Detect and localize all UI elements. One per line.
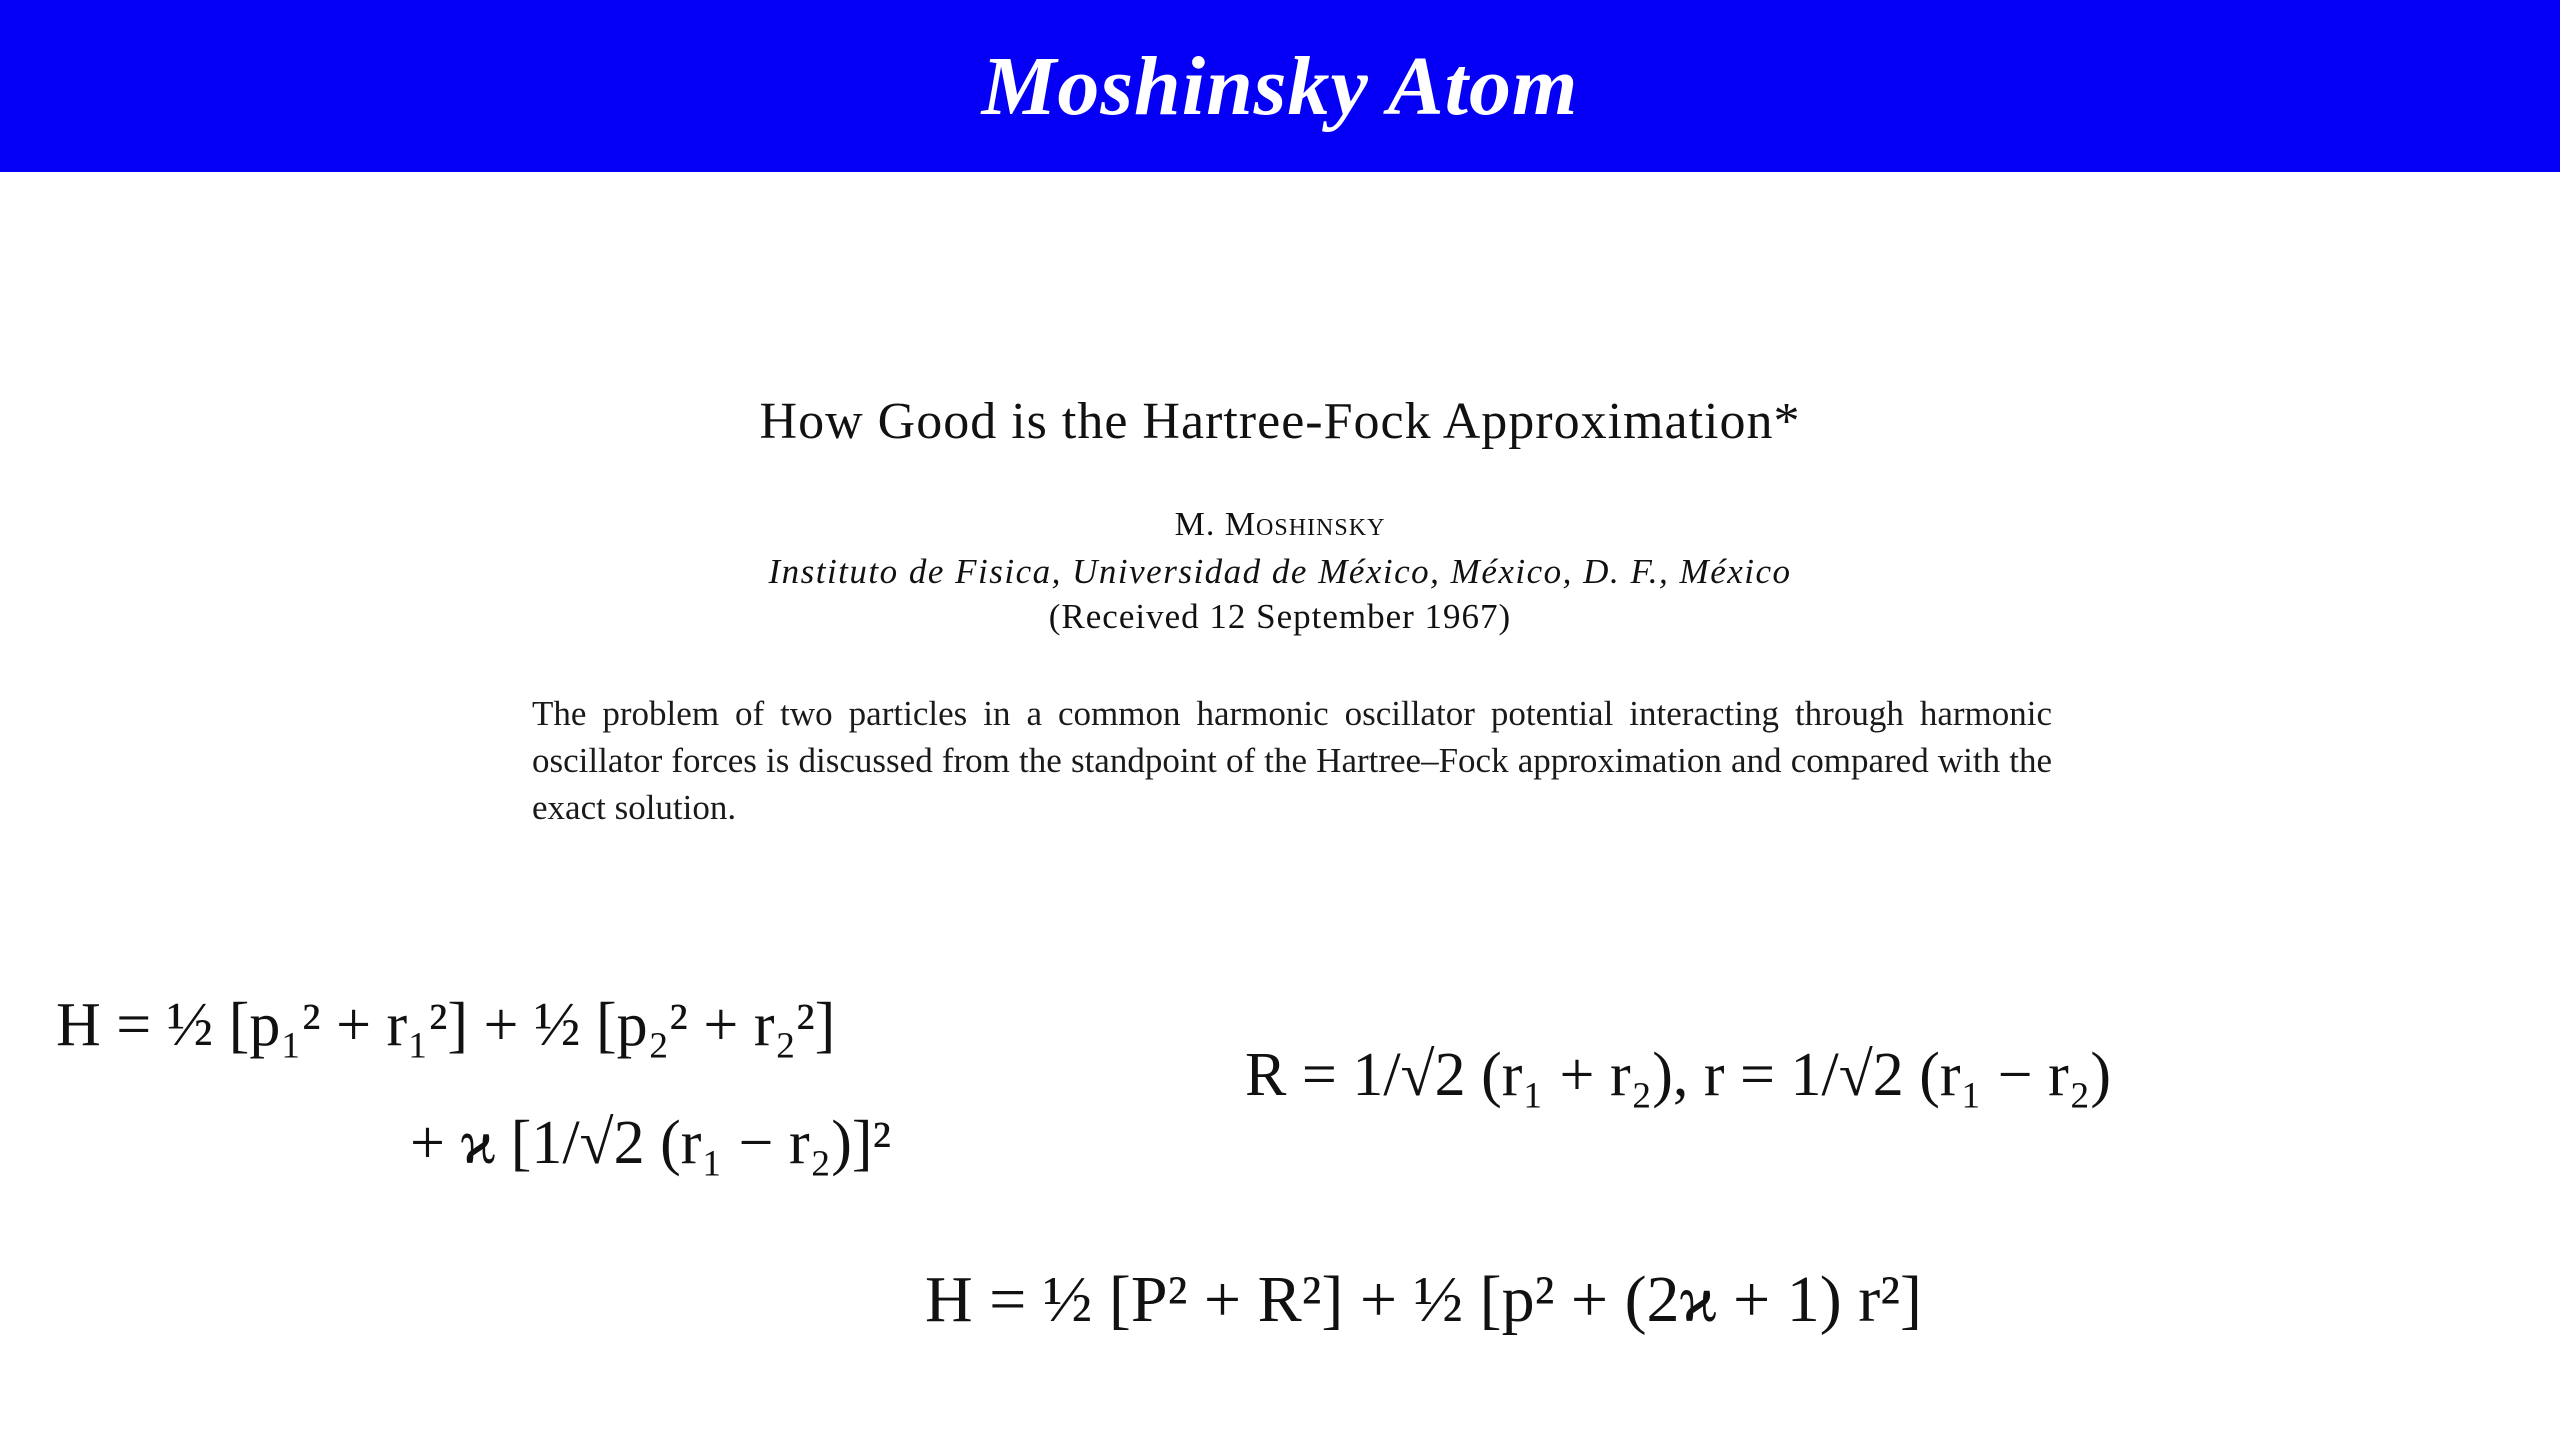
hamiltonian-equation-line2: + ϰ [1/√2 (r₁ − r₂)]² bbox=[410, 1109, 892, 1177]
paper-author: M. Moshinsky bbox=[1174, 506, 1386, 543]
slide-title-bar bbox=[0, 0, 2560, 172]
paper-affiliation: Instituto de Fisica, Universidad de México, México, D. F., México bbox=[768, 552, 1792, 591]
center-of-mass-coordinates-equation: R = 1/√2 (r₁ + r₂), r = 1/√2 (r₁ − r₂) bbox=[1245, 1041, 2112, 1109]
separated-hamiltonian-equation: H = ½ [P² + R²] + ½ [p² + (2ϰ + 1) r²] bbox=[925, 1263, 1922, 1336]
paper-title: How Good is the Hartree-Fock Approximation* bbox=[759, 393, 1801, 450]
paper-abstract: The problem of two particles in a common harmonic oscillator potential interacting through harmonic oscillator forces is discussed from the standpoint of the Hartree–Fock approximation and compared with the exact solution. bbox=[532, 694, 2052, 827]
paper-received-date: (Received 12 September 1967) bbox=[1048, 597, 1512, 636]
hamiltonian-equation-line1: H = ½ [p₁² + r₁²] + ½ [p₂² + r₂²] bbox=[56, 991, 836, 1059]
slide-title: Moshinsky Atom bbox=[981, 39, 1579, 133]
